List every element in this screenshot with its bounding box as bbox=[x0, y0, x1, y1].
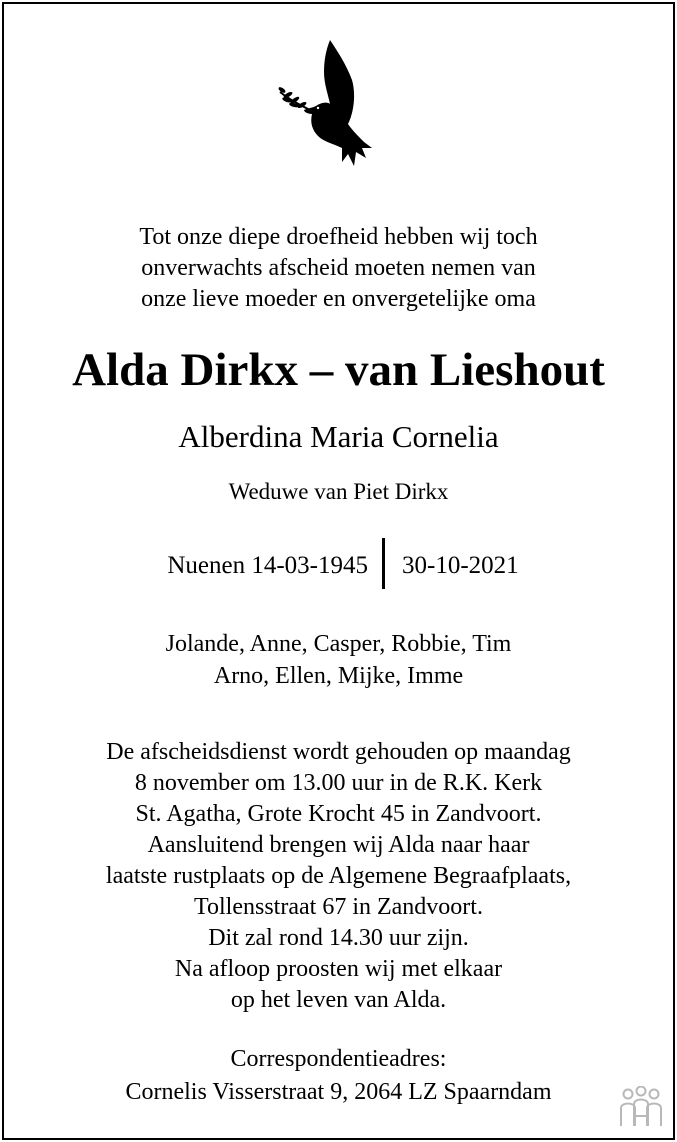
service-line: De afscheidsdienst wordt gehouden op maandag bbox=[106, 739, 571, 765]
service-line: 8 november om 13.00 uur in de R.K. Kerk bbox=[134, 770, 543, 796]
deceased-name: Alda Dirkx – van Lieshout bbox=[72, 344, 605, 396]
birth-place-date: Nuenen 14-03-1945 bbox=[167, 552, 368, 579]
intro-line: Tot onze diepe droefheid hebben wij toch bbox=[139, 224, 538, 250]
service-line: op het leven van Alda. bbox=[230, 987, 447, 1013]
service-line: Aansluitend brengen wij Alda naar haar bbox=[147, 832, 530, 858]
intro-text bbox=[0, 222, 677, 315]
dates-divider bbox=[382, 538, 385, 589]
deceased-full-name: Alberdina Maria Cornelia bbox=[178, 419, 499, 454]
widow-of-text: Weduwe van Piet Dirkx bbox=[228, 479, 449, 504]
service-line: St. Agatha, Grote Krocht 45 in Zandvoort. bbox=[135, 801, 542, 827]
family-line: Jolande, Anne, Casper, Robbie, Tim bbox=[165, 631, 512, 657]
service-line: laatste rustplaats op de Algemene Begraafplaats, bbox=[105, 863, 572, 889]
correspondence-street: Cornelis Visserstraat 9, 2064 LZ Spaarndam bbox=[125, 1079, 552, 1105]
correspondence-label: Correspondentieadres: bbox=[230, 1046, 447, 1072]
correspondence-address bbox=[0, 1043, 677, 1109]
intro-line: onze lieve moeder en onvergetelijke oma bbox=[141, 286, 536, 312]
service-line: Dit zal rond 14.30 uur zijn. bbox=[208, 925, 469, 951]
service-line: Na afloop proosten wij met elkaar bbox=[174, 956, 503, 982]
dove-icon bbox=[272, 38, 376, 170]
family-logo-icon bbox=[618, 1086, 664, 1128]
service-details bbox=[0, 737, 677, 1016]
life-dates bbox=[0, 538, 677, 594]
service-line: Tollensstraat 67 in Zandvoort. bbox=[194, 894, 483, 920]
family-line: Arno, Ellen, Mijke, Imme bbox=[213, 663, 464, 689]
family-names bbox=[0, 628, 677, 692]
intro-line: onverwachts afscheid moeten nemen van bbox=[141, 255, 536, 281]
death-date: 30-10-2021 bbox=[402, 552, 519, 579]
